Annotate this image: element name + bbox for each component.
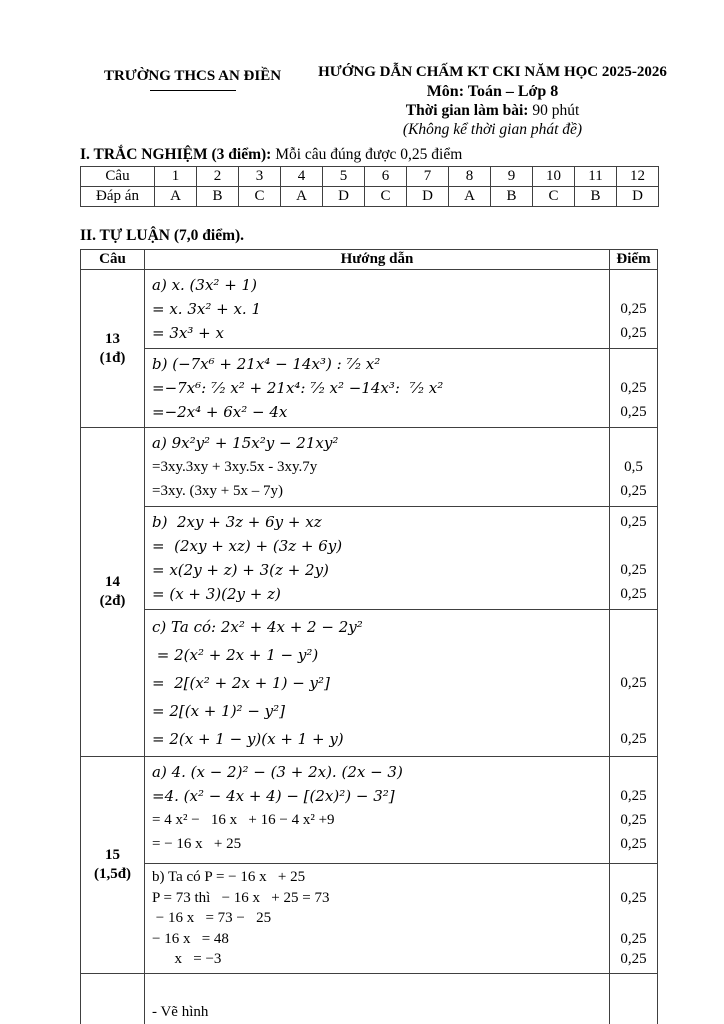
points-cell <box>609 974 657 1024</box>
mc-cell: C <box>239 187 281 207</box>
mc-cell: D <box>407 187 449 207</box>
points-cell <box>609 757 657 863</box>
mc-cell: 8 <box>449 167 491 187</box>
mc-cell: 5 <box>323 167 365 187</box>
mc-cell: D <box>617 187 659 207</box>
document-header <box>80 64 680 139</box>
header-underline <box>150 90 236 91</box>
point-value: 0,25 <box>620 483 647 499</box>
mc-cell: 11 <box>575 167 617 187</box>
mc-cell: B <box>575 187 617 207</box>
point-value: 0,25 <box>620 836 647 852</box>
multiple-choice-table <box>80 166 659 207</box>
mc-row-label: Đáp án <box>81 187 155 207</box>
solution-line: a) 9x²y² + 15x²y − 21xy² <box>152 434 339 452</box>
point-value: 0,25 <box>620 325 647 341</box>
question-number: 13 <box>105 330 120 347</box>
mc-cell: 10 <box>533 167 575 187</box>
points-cell <box>609 864 657 973</box>
point-value <box>612 760 655 784</box>
section1-heading-rest: Mỗi câu đúng được 0,25 điểm <box>271 146 463 163</box>
question-13-label <box>81 270 145 427</box>
mc-cell: A <box>449 187 491 207</box>
mc-cell: 1 <box>155 167 197 187</box>
drawing-row <box>145 974 657 1024</box>
mc-cell: 2 <box>197 167 239 187</box>
solution-line: = (2xy + xz) + (3z + 6y) <box>152 537 343 555</box>
q13b-row <box>145 348 657 427</box>
solution-line: b) Ta có P = − 16 x + 25 <box>152 869 306 885</box>
drawing-row-block <box>81 974 657 1024</box>
solution-line: = − 16 x + 25 <box>152 836 242 852</box>
mc-cell: D <box>323 187 365 207</box>
question-points: (1đ) <box>99 349 126 366</box>
solution-line: P = 73 thì − 16 x + 25 = 73 <box>152 889 330 906</box>
mc-cell: C <box>533 187 575 207</box>
point-value <box>612 977 655 1001</box>
section1-heading-bold: I. TRẮC NGHIỆM (3 điểm): <box>80 146 272 163</box>
mc-cell: C <box>365 187 407 207</box>
question-number: 14 <box>105 574 120 590</box>
col-header-cau: Câu <box>81 250 145 269</box>
mc-cell: B <box>197 187 239 207</box>
duration-label: Thời gian làm bài: <box>405 102 529 119</box>
solution-line: b) 2xy + 3z + 6y + xz <box>152 513 322 531</box>
document-title: HƯỚNG DẪN CHẤM KT CKI NĂM HỌC 2025-2026 <box>318 64 667 80</box>
solution-line: b) (−7x⁶ + 21x⁴ − 14x³) : ⁷⁄₂ x² <box>152 355 381 373</box>
solution-line: = x(2y + z) + 3(z + 2y) <box>152 561 329 579</box>
points-cell <box>609 270 657 348</box>
header-school-block <box>80 64 305 139</box>
solution-line: = 2[(x + 1)² − y²] <box>152 702 286 720</box>
q13a-row <box>145 270 657 348</box>
solution-line: = x. 3x² + x. 1 <box>152 300 261 318</box>
point-value <box>612 641 655 669</box>
essay-table <box>80 249 658 1024</box>
q15b-row <box>145 863 657 973</box>
question-points: (2đ) <box>99 593 126 609</box>
points-cell <box>609 349 657 427</box>
subject-line: Môn: Toán – Lớp 8 <box>426 83 559 100</box>
point-value <box>612 534 655 558</box>
point-value: 0,25 <box>620 951 647 967</box>
solution-line: − 16 x = 48 <box>152 930 229 947</box>
points-cell <box>609 428 657 506</box>
question-14-label <box>81 428 145 756</box>
solution-line: =4. (x² − 4x + 4) − [(2x)²) − 3²] <box>152 787 395 805</box>
question-15-block <box>81 757 657 974</box>
point-value <box>612 867 655 888</box>
solution-line: − 16 x = 73 − 25 <box>152 910 272 926</box>
section1-heading <box>80 146 659 164</box>
question-14-block <box>81 428 657 757</box>
point-value: 0,25 <box>620 788 647 804</box>
solution-line: = 3x³ + x <box>152 324 224 342</box>
point-value: 0,25 <box>620 514 647 530</box>
solution-line: = 2(x² + 2x + 1 − y²) <box>152 646 319 664</box>
mc-answer-row <box>81 187 659 207</box>
solution-line: - Vẽ hình <box>152 1003 209 1020</box>
point-value: 0,25 <box>620 889 647 906</box>
solution-line: a) x. (3x² + 1) <box>152 276 257 294</box>
solution-line: = 4 x² − 16 x + 16 − 4 x² +9 <box>152 812 335 828</box>
question-points: (1,5đ) <box>93 865 132 882</box>
mc-row-label: Câu <box>81 167 155 187</box>
point-value: 0,25 <box>620 562 647 578</box>
solution-line: =−2x⁴ + 6x² − 4x <box>152 403 288 421</box>
mc-cell: 7 <box>407 167 449 187</box>
point-value: 0,25 <box>620 380 647 396</box>
q14b-row <box>145 506 657 609</box>
solution-line: =3xy.3xy + 3xy.5x - 3xy.7y <box>152 459 318 475</box>
mc-cell: 3 <box>239 167 281 187</box>
duration-line <box>305 102 680 120</box>
mc-cell: 9 <box>491 167 533 187</box>
solution-line: = 2[(x² + 2x + 1) − y²] <box>152 674 330 692</box>
duration-value: 90 phút <box>528 102 580 119</box>
point-value <box>612 352 655 376</box>
solution-line: = 2(x + 1 − y)(x + 1 + y) <box>152 730 344 748</box>
point-value: 0,25 <box>620 586 647 602</box>
point-value: 0,25 <box>620 812 647 828</box>
point-value <box>612 697 655 725</box>
question-number: 15 <box>105 846 120 863</box>
col-header-diem: Điểm <box>609 250 657 269</box>
point-value: 0,25 <box>620 301 647 317</box>
mc-cell: B <box>491 187 533 207</box>
mc-cell: A <box>281 187 323 207</box>
solution-line: a) 4. (x − 2)² − (3 + 2x). (2x − 3) <box>152 763 403 781</box>
essay-table-header <box>81 250 657 270</box>
section2-heading: II. TỰ LUẬN (7,0 điểm). <box>80 227 245 244</box>
school-name: TRƯỜNG THCS AN ĐIỀN <box>103 68 282 84</box>
header-title-block <box>305 64 680 139</box>
points-cell <box>609 610 657 756</box>
point-value: 0,5 <box>624 459 643 475</box>
q15a-row <box>145 757 657 863</box>
point-value <box>612 431 655 455</box>
mc-number-row <box>81 167 659 187</box>
mc-cell: 12 <box>617 167 659 187</box>
point-value: 0,25 <box>620 731 647 747</box>
solution-line: c) Ta có: 2x² + 4x + 2 − 2y² <box>152 618 363 636</box>
q14a-row <box>145 428 657 506</box>
point-value: 0,25 <box>620 675 647 691</box>
point-value <box>612 273 655 297</box>
point-value <box>612 613 655 641</box>
question-13-block <box>81 270 657 428</box>
question-15-label <box>81 757 145 973</box>
exam-note: (Không kể thời gian phát đề) <box>402 121 583 138</box>
points-cell <box>609 507 657 609</box>
solution-line: x = −3 <box>152 951 222 967</box>
col-header-huongdan: Hướng dẫn <box>340 251 414 267</box>
point-value <box>612 908 655 929</box>
point-value: 0,25 <box>620 930 647 947</box>
drawing-row-label <box>81 974 145 1024</box>
solution-line: =3xy. (3xy + 5x – 7y) <box>152 483 283 499</box>
mc-cell: 4 <box>281 167 323 187</box>
solution-line: =−7x⁶: ⁷⁄₂ x² + 21x⁴: ⁷⁄₂ x² −14x³: ⁷⁄₂ x² <box>152 379 444 397</box>
mc-cell: 6 <box>365 167 407 187</box>
mc-cell: A <box>155 187 197 207</box>
q14c-row <box>145 609 657 756</box>
point-value: 0,25 <box>620 404 647 420</box>
solution-line: = (x + 3)(2y + z) <box>152 585 281 603</box>
